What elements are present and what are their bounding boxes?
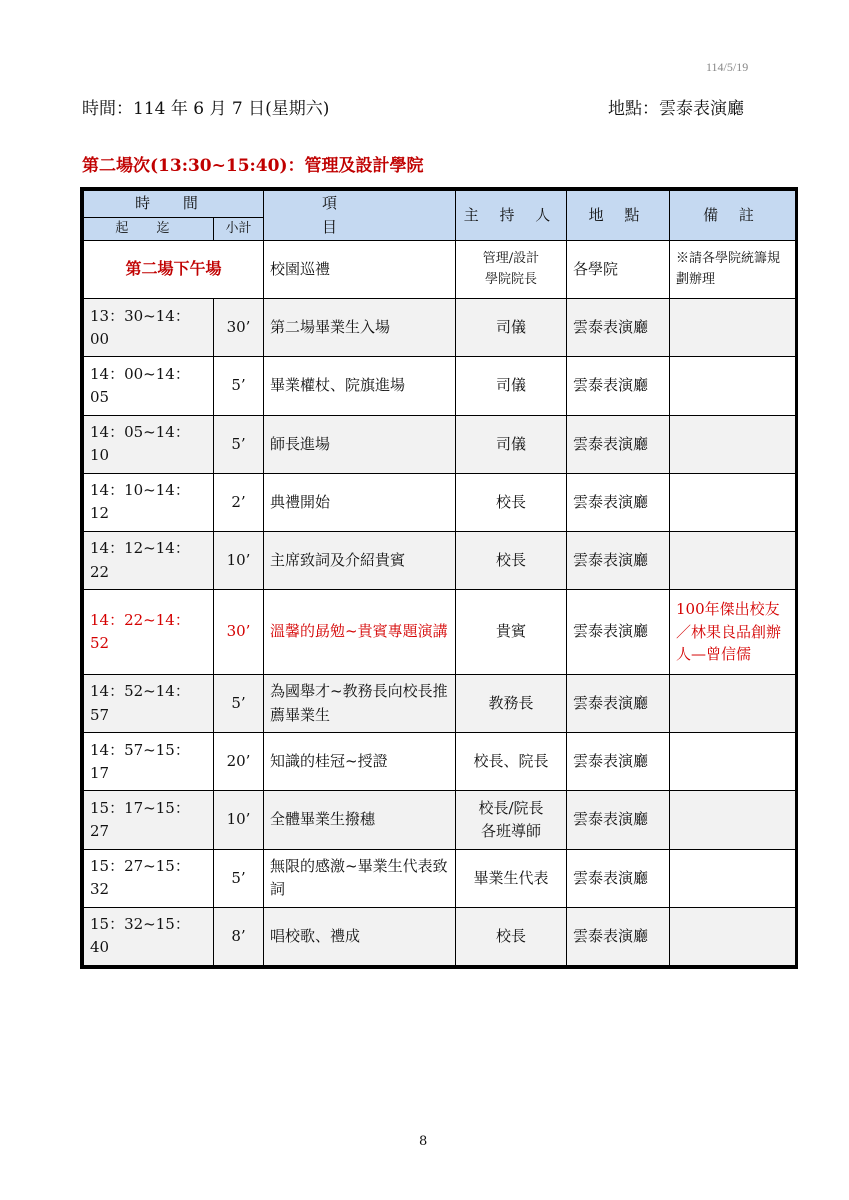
place-cell: 雲泰表演廳 — [567, 590, 670, 675]
session-place: 各學院 — [567, 241, 670, 299]
place-cell: 雲泰表演廳 — [567, 907, 670, 965]
host-cell: 校長、院長 — [456, 733, 567, 791]
host-cell: 畢業生代表 — [456, 849, 567, 907]
place-cell: 雲泰表演廳 — [567, 849, 670, 907]
schedule-table-frame — [80, 187, 798, 969]
duration-cell: 5’ — [214, 674, 264, 732]
table-row — [84, 791, 796, 849]
time-cell: 15：32~15：40 — [84, 907, 214, 965]
host-cell: 司儀 — [456, 415, 567, 473]
session-host: 管理/設計 學院院長 — [456, 241, 567, 299]
time-cell: 14：10~14：12 — [84, 473, 214, 531]
item-cell: 為國舉才~教務長向校長推薦畢業生 — [264, 674, 456, 732]
note-cell — [670, 849, 796, 907]
time-cell: 14：00~14：05 — [84, 357, 214, 415]
table-row — [84, 299, 796, 357]
table-row — [84, 849, 796, 907]
time-cell: 14：57~15：17 — [84, 733, 214, 791]
item-cell: 唱校歌、禮成 — [264, 907, 456, 965]
table-row — [84, 907, 796, 965]
event-time: 時間：114 年 6 月 7 日(星期六) — [82, 99, 330, 119]
item-cell: 主席致詞及介紹貴賓 — [264, 532, 456, 590]
host-cell: 司儀 — [456, 299, 567, 357]
host-cell: 校長 — [456, 532, 567, 590]
header-item: 項 目 — [264, 191, 456, 241]
table-row — [84, 590, 796, 675]
table-row — [84, 357, 796, 415]
place-cell: 雲泰表演廳 — [567, 532, 670, 590]
document-date: 114/5/19 — [706, 60, 749, 74]
header-time: 時 間 — [84, 191, 264, 218]
duration-cell: 5’ — [214, 849, 264, 907]
table-row — [84, 415, 796, 473]
item-cell: 溫馨的勗勉~貴賓專題演講 — [264, 590, 456, 675]
header-subtotal: 小計 — [214, 218, 264, 241]
host-cell: 校長 — [456, 473, 567, 531]
header-note: 備 註 — [670, 191, 796, 241]
duration-cell: 10’ — [214, 791, 264, 849]
place-cell: 雲泰表演廳 — [567, 674, 670, 732]
note-cell — [670, 473, 796, 531]
item-cell: 無限的感激~畢業生代表致詞 — [264, 849, 456, 907]
place-cell: 雲泰表演廳 — [567, 473, 670, 531]
header-host: 主 持 人 — [456, 191, 567, 241]
duration-cell: 5’ — [214, 357, 264, 415]
session-note: ※請各學院統籌規劃辦理 — [670, 241, 796, 299]
duration-cell: 30’ — [214, 299, 264, 357]
item-cell: 知識的桂冠~授證 — [264, 733, 456, 791]
place-cell: 雲泰表演廳 — [567, 415, 670, 473]
event-place: 地點：雲泰表演廳 — [608, 99, 744, 119]
session-row — [84, 241, 796, 299]
host-cell: 司儀 — [456, 357, 567, 415]
item-cell: 畢業權杖、院旗進場 — [264, 357, 456, 415]
table-row — [84, 473, 796, 531]
time-cell: 15：27~15：32 — [84, 849, 214, 907]
header-start-end: 起 迄 — [84, 218, 214, 241]
place-cell: 雲泰表演廳 — [567, 791, 670, 849]
host-cell: 教務長 — [456, 674, 567, 732]
item-cell: 師長進場 — [264, 415, 456, 473]
table-row — [84, 532, 796, 590]
note-cell — [670, 415, 796, 473]
time-cell: 14：05~14：10 — [84, 415, 214, 473]
place-cell: 雲泰表演廳 — [567, 357, 670, 415]
note-cell — [670, 907, 796, 965]
note-cell: 100年傑出校友／林果良品創辦人—曾信儒 — [670, 590, 796, 675]
time-cell: 15：17~15：27 — [84, 791, 214, 849]
time-cell: 14：22~14：52 — [84, 590, 214, 675]
duration-cell: 20’ — [214, 733, 264, 791]
item-cell: 典禮開始 — [264, 473, 456, 531]
host-cell: 校長 — [456, 907, 567, 965]
note-cell — [670, 532, 796, 590]
duration-cell: 5’ — [214, 415, 264, 473]
time-cell: 14：12~14：22 — [84, 532, 214, 590]
duration-cell: 10’ — [214, 532, 264, 590]
note-cell — [670, 791, 796, 849]
schedule-table — [83, 190, 796, 966]
duration-cell: 8’ — [214, 907, 264, 965]
note-cell — [670, 674, 796, 732]
duration-cell: 2’ — [214, 473, 264, 531]
time-cell: 13：30~14：00 — [84, 299, 214, 357]
duration-cell: 30’ — [214, 590, 264, 675]
item-cell: 全體畢業生撥穗 — [264, 791, 456, 849]
place-cell: 雲泰表演廳 — [567, 733, 670, 791]
page-number: 8 — [419, 1134, 428, 1149]
note-cell — [670, 357, 796, 415]
section-title: 第二場次(13:30~15:40)：管理及設計學院 — [82, 156, 424, 176]
item-cell: 第二場畢業生入場 — [264, 299, 456, 357]
table-row — [84, 733, 796, 791]
table-row — [84, 674, 796, 732]
note-cell — [670, 299, 796, 357]
place-cell: 雲泰表演廳 — [567, 299, 670, 357]
note-cell — [670, 733, 796, 791]
session-label: 第二場下午場 — [84, 241, 264, 299]
host-cell: 校長/院長 各班導師 — [456, 791, 567, 849]
host-cell: 貴賓 — [456, 590, 567, 675]
session-item: 校園巡禮 — [264, 241, 456, 299]
time-cell: 14：52~14：57 — [84, 674, 214, 732]
header-place: 地 點 — [567, 191, 670, 241]
